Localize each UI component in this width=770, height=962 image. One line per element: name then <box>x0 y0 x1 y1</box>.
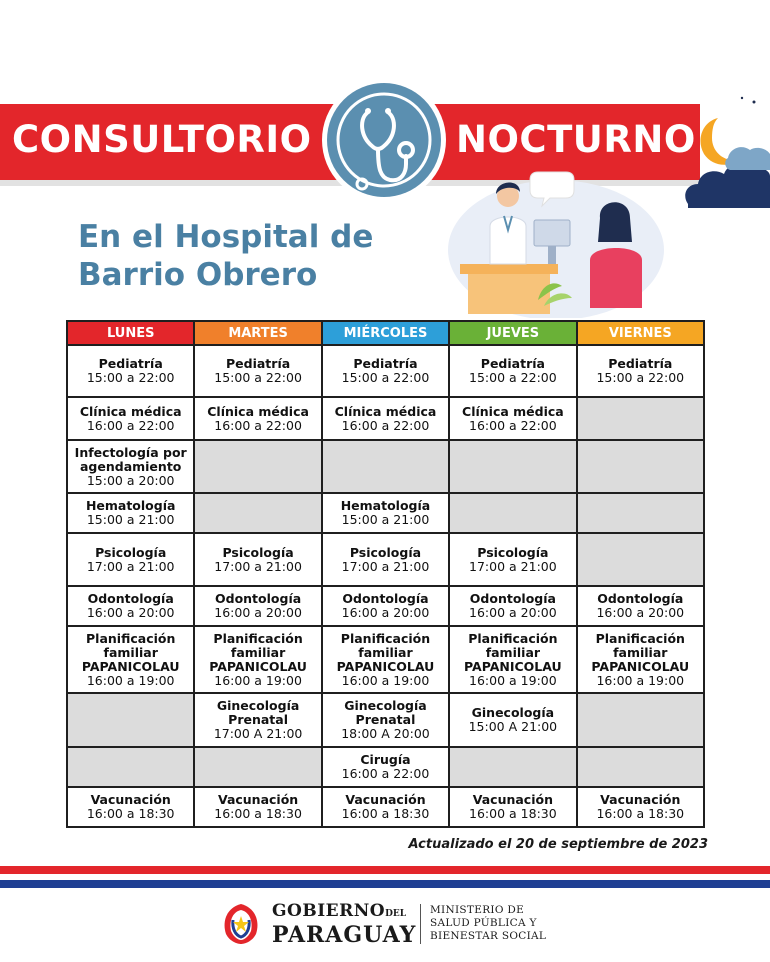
empty-cell <box>194 440 321 493</box>
service-hours: 16:00 a 22:00 <box>214 417 302 433</box>
service-name: Pediatría <box>98 356 163 371</box>
schedule-cell <box>67 626 194 693</box>
day-header-jueves: JUEVES <box>449 321 576 345</box>
schedule-cell <box>449 626 576 693</box>
service-hours: 16:00 a 19:00 <box>341 672 430 688</box>
schedule-cell <box>577 586 704 626</box>
schedule-cell <box>194 693 321 747</box>
service-name: Hematología <box>85 498 176 513</box>
title-left: CONSULTORIO <box>12 118 312 161</box>
service-name: Planificación familiar PAPANICOLAU <box>209 630 307 674</box>
table-row <box>67 397 704 440</box>
service-hours: 16:00 a 20:00 <box>341 605 430 620</box>
day-header-martes: MARTES <box>194 321 321 345</box>
schedule-cell <box>577 787 704 827</box>
flag-stripe-red <box>0 866 770 874</box>
service-hours: 15:00 a 22:00 <box>596 370 685 385</box>
service-name: Planificación familiar PAPANICOLAU <box>464 630 562 674</box>
service-name: Clínica médica <box>79 403 182 419</box>
schedule-cell <box>322 626 449 693</box>
schedule-cell <box>322 787 449 827</box>
schedule-cell <box>67 787 194 827</box>
service-hours: 17:00 a 21:00 <box>341 558 430 574</box>
doctor-patient-illustration <box>446 168 666 318</box>
schedule-cell <box>194 626 321 693</box>
service-name: Vacunación <box>345 792 426 807</box>
service-name: Hematología <box>340 498 431 513</box>
schedule-cell <box>322 533 449 586</box>
table-row <box>67 787 704 827</box>
ministry-line: MINISTERIO DE <box>430 904 525 916</box>
empty-cell <box>577 397 704 440</box>
service-name: Clínica médica <box>462 403 564 419</box>
service-name: Vacunación <box>217 792 299 807</box>
service-hours: 16:00 a 18:30 <box>341 806 430 821</box>
service-hours: 16:00 a 18:30 <box>214 806 302 821</box>
schedule-cell <box>449 345 576 397</box>
service-hours: 15:00 A 21:00 <box>468 719 558 734</box>
empty-cell <box>577 747 704 787</box>
service-hours: 18:00 A 20:00 <box>341 726 430 741</box>
gov-line2: PARAGUAY <box>272 922 417 948</box>
service-name: Ginecología Prenatal <box>216 698 300 727</box>
day-header-miércoles: MIÉRCOLES <box>322 321 449 345</box>
schedule-cell <box>449 397 576 440</box>
moon-cloud-icon <box>684 96 770 208</box>
service-name: Vacunación <box>90 792 171 807</box>
service-name: Planificación familiar PAPANICOLAU <box>81 630 180 674</box>
schedule-cell <box>322 493 449 533</box>
table-row <box>67 693 704 747</box>
service-hours: 15:00 a 22:00 <box>86 370 175 385</box>
service-hours: 16:00 a 19:00 <box>469 672 557 688</box>
service-name: Pediatría <box>608 356 673 371</box>
schedule-cell <box>67 397 194 440</box>
title-right: NOCTURNO <box>456 118 696 161</box>
government-seal-icon <box>218 900 264 946</box>
schedule-cell <box>449 533 576 586</box>
service-hours: 17:00 a 21:00 <box>214 558 302 574</box>
days-header-row <box>67 321 704 345</box>
empty-cell <box>577 440 704 493</box>
empty-cell <box>577 493 704 533</box>
flag-stripe-blue <box>0 880 770 888</box>
schedule-cell <box>449 693 576 747</box>
service-hours: 15:00 a 21:00 <box>86 512 175 527</box>
service-hours: 16:00 a 19:00 <box>86 672 175 688</box>
empty-cell <box>67 747 194 787</box>
service-name: Clínica médica <box>334 403 437 419</box>
service-hours: 16:00 a 20:00 <box>596 605 685 620</box>
empty-cell <box>449 747 576 787</box>
service-name: Clínica médica <box>207 403 309 419</box>
schedule-cell <box>577 626 704 693</box>
schedule-cell <box>194 397 321 440</box>
table-row <box>67 440 704 493</box>
service-hours: 16:00 a 22:00 <box>86 417 175 433</box>
service-name: Vacunación <box>600 792 681 807</box>
schedule-cell <box>67 345 194 397</box>
ministry-line: SALUD PÚBLICA Y <box>430 917 537 929</box>
stethoscope-icon <box>320 76 448 204</box>
service-hours: 15:00 a 22:00 <box>214 370 302 385</box>
schedule-cell <box>449 586 576 626</box>
service-hours: 15:00 a 20:00 <box>86 472 175 488</box>
schedule-cell <box>194 533 321 586</box>
service-hours: 16:00 a 22:00 <box>469 417 557 433</box>
day-header-lunes: LUNES <box>67 321 194 345</box>
service-name: Psicología <box>95 544 167 560</box>
empty-cell <box>449 493 576 533</box>
schedule-cell <box>322 747 449 787</box>
ministry-name <box>430 904 546 943</box>
service-name: Psicología <box>349 544 422 560</box>
service-hours: 15:00 a 22:00 <box>469 370 557 385</box>
service-name: Odontología <box>215 591 302 606</box>
empty-cell <box>577 533 704 586</box>
service-hours: 17:00 a 21:00 <box>86 558 175 574</box>
schedule-cell <box>67 440 194 493</box>
service-hours: 16:00 a 18:30 <box>596 806 685 821</box>
service-name: Odontología <box>469 591 556 606</box>
gov-del: DEL <box>385 909 407 919</box>
empty-cell <box>67 693 194 747</box>
table-row <box>67 345 704 397</box>
service-hours: 16:00 a 22:00 <box>341 766 430 781</box>
schedule-cell <box>322 586 449 626</box>
table-row <box>67 586 704 626</box>
table-row <box>67 626 704 693</box>
schedule-table <box>66 320 705 828</box>
schedule-cell <box>194 787 321 827</box>
service-name: Planificación familiar PAPANICOLAU <box>591 630 690 674</box>
ministry-line: BIENESTAR SOCIAL <box>430 930 547 942</box>
schedule-cell <box>67 533 194 586</box>
empty-cell <box>194 493 321 533</box>
service-name: Pediatría <box>226 356 291 371</box>
service-name: Ginecología <box>471 705 555 720</box>
service-name: Infectología por agendamiento <box>74 444 187 474</box>
empty-cell <box>449 440 576 493</box>
schedule-body <box>67 345 704 827</box>
service-name: Odontología <box>597 591 684 606</box>
updated-date: Actualizado el 20 de septiembre de 2023 <box>408 837 708 852</box>
service-name: Planificación familiar PAPANICOLAU <box>336 630 435 674</box>
schedule-cell <box>577 345 704 397</box>
day-header-viernes: VIERNES <box>577 321 704 345</box>
service-name: Ginecología Prenatal <box>344 698 427 727</box>
schedule-cell <box>322 397 449 440</box>
gov-line1: GOBIERNO <box>272 901 386 921</box>
table-row <box>67 533 704 586</box>
service-hours: 15:00 a 22:00 <box>341 370 430 385</box>
service-hours: 16:00 a 19:00 <box>214 672 302 688</box>
service-name: Pediatría <box>353 356 418 371</box>
schedule-cell <box>322 345 449 397</box>
service-name: Cirugía <box>360 752 411 767</box>
service-name: Odontología <box>342 591 429 606</box>
empty-cell <box>322 440 449 493</box>
service-hours: 16:00 a 19:00 <box>596 672 685 688</box>
empty-cell <box>577 693 704 747</box>
service-name: Pediatría <box>480 356 545 371</box>
service-hours: 16:00 a 20:00 <box>214 605 302 620</box>
footer <box>0 894 770 954</box>
schedule-cell <box>67 493 194 533</box>
schedule-cell <box>194 345 321 397</box>
schedule-cell <box>67 586 194 626</box>
empty-cell <box>194 747 321 787</box>
service-name: Psicología <box>222 544 294 560</box>
schedule-cell <box>194 586 321 626</box>
schedule-cell <box>449 787 576 827</box>
service-name: Vacunación <box>472 792 553 807</box>
service-hours: 17:00 a 21:00 <box>469 558 557 574</box>
service-hours: 15:00 a 21:00 <box>341 512 430 527</box>
service-hours: 16:00 a 20:00 <box>469 605 557 620</box>
service-hours: 16:00 a 18:30 <box>469 806 557 821</box>
schedule-cell <box>322 693 449 747</box>
table-row <box>67 747 704 787</box>
service-hours: 17:00 A 21:00 <box>213 726 303 741</box>
footer-divider <box>420 904 421 944</box>
service-hours: 16:00 a 22:00 <box>341 417 430 433</box>
table-row <box>67 493 704 533</box>
service-name: Psicología <box>477 544 549 560</box>
subtitle: En el Hospital de Barrio Obrero <box>78 219 374 293</box>
service-name: Odontología <box>87 591 174 606</box>
service-hours: 16:00 a 18:30 <box>86 806 175 821</box>
service-hours: 16:00 a 20:00 <box>86 605 175 620</box>
government-name <box>272 902 416 946</box>
